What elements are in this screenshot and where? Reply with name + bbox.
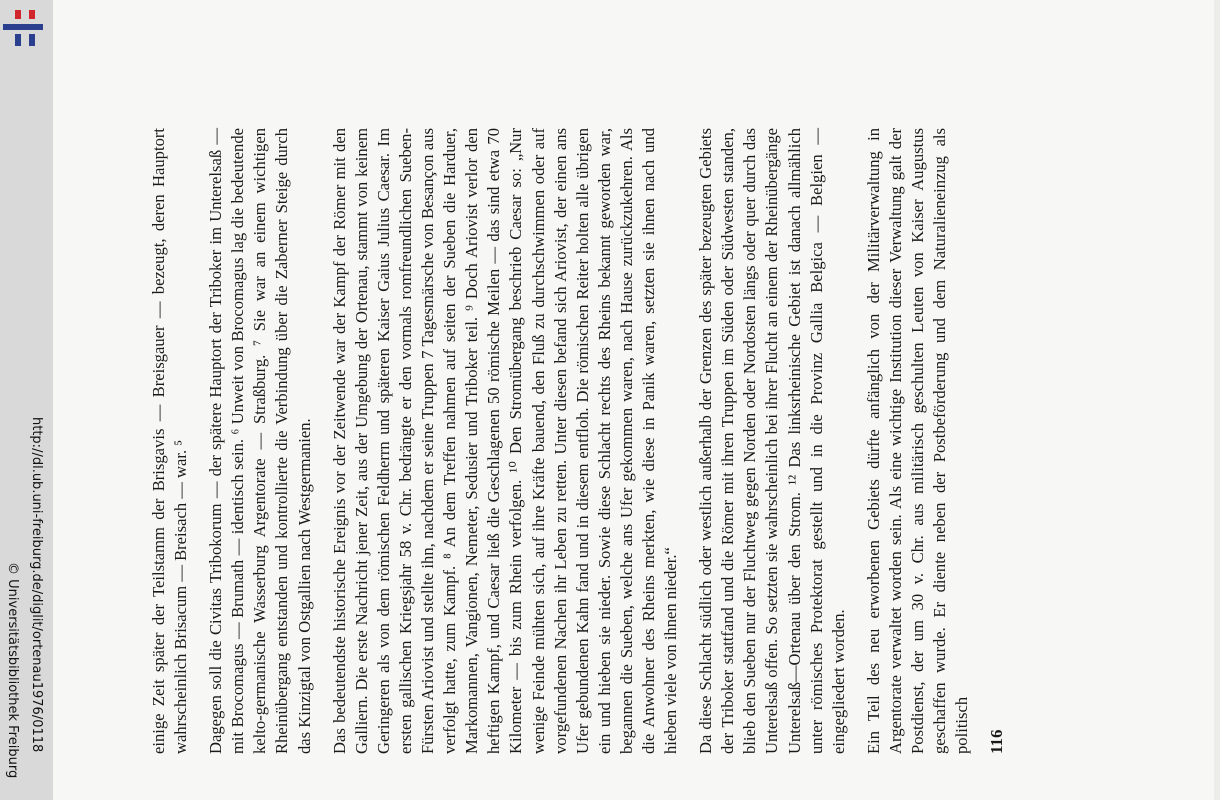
page-text-block: [148, 128, 1098, 754]
paragraph-2: Dagegen soll die Civitas Tribokorum — der spätere Hauptort der Triboker im Unterelsaß — mit Brocomagus — Brumath — identisch sein. ⁶ Unweit von Brocomagus lag die bedeutende kelto-germanische Wasserburg Argentorate — Straßburg. ⁷ Sie war an einem wichtigen Rheinübergang entstanden und kontrollierte die Verbindung über die Zaberner Steige durch das Kinzigtal von Ostgallien nach Westgermanien.: [206, 128, 314, 754]
paragraph-3: Das bedeutendste historische Ereignis vor der Zeitwende war der Kampf der Römer mit den Galliern. Die erste Nachricht jener Zeit, aus der Umgebung der Ortenau, stammt von keinem Geringeren als von dem römischen Feldherrn und späteren Kaiser Gaius Julius Caesar. Im ersten gallischen Kriegsjahr 58 v. Chr. bedrängte er den vormals romfreundlichen Sueben-Fürsten Ariovist und stellte ihn, nachdem er seine Truppen 7 Tagesmärsche von Besançon aus verfolgt hatte, zum Kampf. ⁸ An dem Treffen nahmen auf seiten der Sueben die Harduer, Markomannen, Vangionen, Nemeter, Sedusier und Triboker teil. ⁹ Doch Ariovist verlor den heftigen Kampf, und Caesar ließ die Geschlagenen 50 römische Meilen — das sind etwa 70 Kilometer — bis zum Rhein verfolgen. ¹⁰ Den Stromübergang beschrieb Caesar so: „Nur wenige Feinde mühten sich, auf ihre Kräfte bauend, den Fluß zu durchschwimmen oder auf vorgefundenen Nachen ihr Leben zu retten. Unter diesen befand sich Ariovist, der einen ans Ufer gebundenen Kahn fand und in diesem entfloh. Die römischen Reiter holten alle übrigen ein und hieben sie nieder. Sowie diese Schlacht rechts des Rheins bekannt geworden war, begannen die Sueben, welche ans Ufer gekommen waren, nach Hause zurückzukehren. Als die Anwohner des Rheins merkten, wie diese in Panik waren, setzten sie ihnen nach und hieben viele von ihnen nieder.“: [329, 128, 681, 754]
viewer-sidebar: [0, 0, 53, 800]
page-edge: [1214, 0, 1220, 800]
paragraph-4: Da diese Schlacht südlich oder westlich außerhalb der Grenzen des später bezeugten Gebiets der Triboker stattfand und die Römer mit ihren Truppen im Süden oder Südwesten standen, blieb den Sueben nur der Fluchtweg gegen Norden oder Nordosten längs oder quer durch das Unterelsaß offen. So setzten sie wahrscheinlich bei ihrer Flucht an einem der Rheinübergänge Unterelsaß—Ortenau über den Strom. ¹² Das linksrheinische Gebiet ist danach allmählich unter römisches Protektorat gestellt und in die Provinz Gallia Belgica — Belgien — eingegliedert worden.: [696, 128, 848, 754]
library-logo[interactable]: [0, 0, 53, 55]
page-number: 116: [987, 729, 1007, 754]
paragraph-5: Ein Teil des neu erworbenen Gebiets dürfte anfänglich von der Militärverwaltung in Argentorate verwaltet worden sein. Als eine wichtige Institution dieser Verwaltung galt der Postdienst, der um 30 v. Chr. aus militärisch geschulten Leuten von Kaiser Augustus geschaffen wurde. Er diente neben der Postbeförderung und dem Naturalieneinzug als politisch: [863, 128, 972, 754]
copyright-notice: © Universitätsbibliothek Freiburg: [5, 562, 20, 779]
paragraph-1: einige Zeit später der Teilstamm der Brisgavis — Breisgauer — bezeugt, deren Hauptort wahrscheinlich Brisacum — Breisach — war. ⁵: [149, 128, 191, 754]
document-url[interactable]: http://dl.ub.uni-freiburg.de/diglit/ortenau1976/0118: [29, 417, 44, 753]
logo-graphic: [0, 0, 53, 55]
